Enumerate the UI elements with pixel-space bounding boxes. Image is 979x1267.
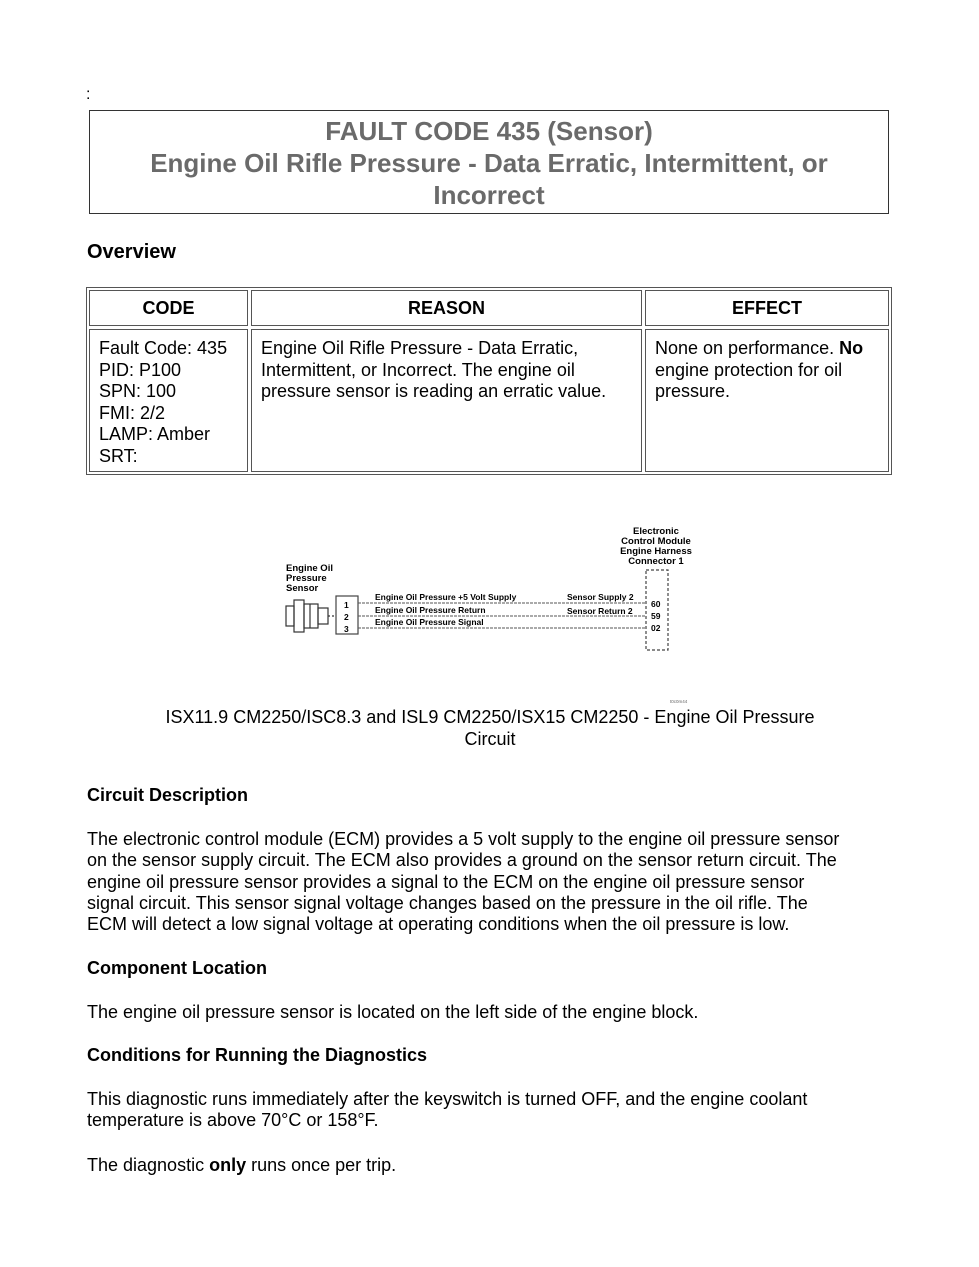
- reason-line: Engine Oil Rifle Pressure - Data Erratic,: [261, 338, 579, 358]
- effect-line-2: engine protection for oil: [655, 359, 843, 380]
- code-line: LAMP: Amber: [99, 424, 211, 444]
- effect-line-1: [655, 338, 880, 360]
- sensor-pin: 1: [344, 600, 349, 610]
- circuit-description-text: [87, 829, 897, 935]
- column-header-code: CODE: [89, 290, 248, 326]
- sensor-label-line: Engine Oil: [286, 563, 333, 574]
- once-post: runs once per trip.: [246, 1155, 397, 1175]
- column-header-reason: REASON: [251, 290, 642, 326]
- sensor-pin: 3: [344, 624, 349, 634]
- conditions-text: [87, 1089, 897, 1132]
- once-per-trip-text: [87, 1155, 897, 1176]
- ecm-label-line: Control Module: [621, 536, 691, 547]
- wire-label: Engine Oil Pressure Signal: [375, 617, 484, 627]
- title-line-3: Incorrect: [433, 180, 545, 210]
- sensor-label-line: Sensor: [286, 583, 319, 594]
- reason-line: pressure sensor is reading an erratic value.: [261, 381, 607, 401]
- engine-oil-pressure-circuit-diagram: [280, 520, 700, 710]
- ecm-wire-label: Sensor Return 2: [567, 606, 633, 616]
- ecm-pin: 60: [651, 599, 661, 609]
- ecm-connector: [646, 570, 668, 650]
- code-line: FMI: 2/2: [99, 402, 166, 423]
- sensor-label-line: Pressure: [286, 573, 327, 584]
- ecm-wire-label: Sensor Supply 2: [567, 592, 634, 602]
- code-line: SPN: 100: [99, 381, 177, 401]
- pressure-sensor-icon: [286, 600, 336, 632]
- effect-cell: [645, 329, 889, 472]
- caption-line-2: Circuit: [464, 729, 516, 749]
- ecm-label-line: Connector 1: [628, 556, 684, 567]
- effect-text: None on performance.: [655, 338, 840, 358]
- wire-label: Engine Oil Pressure +5 Volt Supply: [375, 592, 517, 602]
- wire-label: Engine Oil Pressure Return: [375, 605, 486, 615]
- code-line: PID: P100: [99, 359, 182, 380]
- code-line: SRT:: [99, 445, 138, 466]
- conditions-line: This diagnostic runs immediately after the keyswitch is turned OFF, and the engine coolant: [87, 1089, 808, 1109]
- circuit-description-heading: Circuit Description: [87, 785, 249, 805]
- reason-cell: [251, 329, 642, 472]
- caption-line-1: ISX11.9 CM2250/ISC8.3 and ISL9 CM2250/ISX15 CM2250 - Engine Oil Pressure: [165, 707, 815, 727]
- ecm-label-line: Electronic: [633, 526, 679, 537]
- code-cell: [89, 329, 248, 472]
- component-location-text: The engine oil pressure sensor is located on the left side of the engine block.: [87, 1002, 699, 1022]
- circuit-line: on the sensor supply circuit. The ECM also provides a ground on the sensor return circuit. The: [87, 850, 837, 871]
- ecm-pin: 02: [651, 623, 661, 633]
- ecm-pin: 59: [651, 611, 661, 621]
- circuit-line: engine oil pressure sensor provides a signal to the ECM on the engine oil pressure sensor: [87, 871, 805, 892]
- conditions-line: temperature is above 70°C or 158°F.: [87, 1110, 379, 1131]
- once-pre: The diagnostic: [87, 1155, 210, 1175]
- once-bold: only: [209, 1155, 247, 1175]
- figure-tag: t0c0m44: [670, 699, 688, 704]
- overview-heading: Overview: [87, 241, 176, 263]
- conditions-heading: Conditions for Running the Diagnostics: [87, 1045, 427, 1065]
- circuit-line: The electronic control module (ECM) provides a 5 volt supply to the engine oil pressure sensor: [87, 829, 840, 849]
- code-line: Fault Code: 435: [99, 338, 228, 358]
- leading-colon: :: [86, 86, 91, 103]
- effect-bold-no: No: [839, 338, 864, 358]
- circuit-line: ECM will detect a low signal voltage at operating conditions when the oil pressure is low.: [87, 914, 790, 935]
- figure-caption: [120, 706, 860, 750]
- column-header-effect: EFFECT: [645, 290, 889, 326]
- title-line-1: FAULT CODE 435 (Sensor): [325, 116, 653, 146]
- sensor-pin: 2: [344, 612, 349, 622]
- component-location-heading: Component Location: [87, 958, 267, 978]
- fault-code-title-box: [89, 110, 889, 214]
- circuit-line: signal circuit. This sensor signal voltage changes based on the pressure in the oil rifle. The: [87, 892, 808, 913]
- overview-table: [86, 287, 892, 475]
- title-line-2: Engine Oil Rifle Pressure - Data Erratic, Intermittent, or: [150, 148, 828, 178]
- ecm-label-line: Engine Harness: [620, 546, 692, 557]
- reason-line: Intermittent, or Incorrect. The engine oil: [261, 359, 575, 380]
- effect-line-3: pressure.: [655, 381, 731, 401]
